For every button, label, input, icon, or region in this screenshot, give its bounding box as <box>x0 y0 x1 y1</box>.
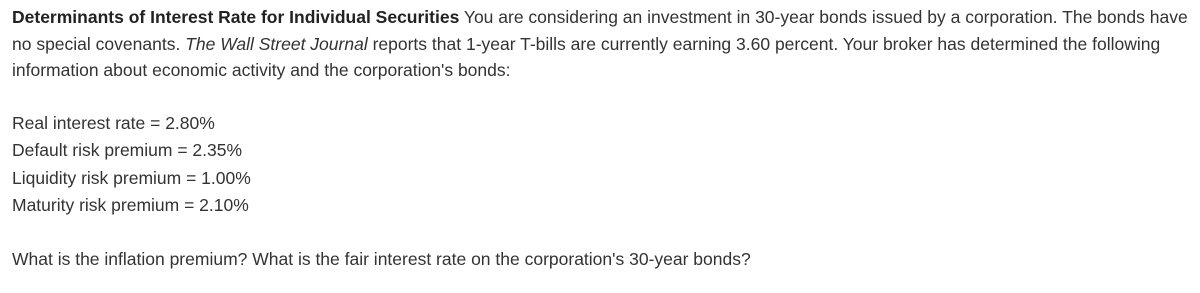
problem-title: Determinants of Interest Rate for Individual Securities <box>12 7 460 27</box>
fact-liquidity-risk-premium: Liquidity risk premium = 1.00% <box>12 167 251 188</box>
intro-text-part2: reports that 1-year T-bills are currently earning 3.60 percent. Your broker has determined the following information about economic activity and the corporation's bonds: <box>12 33 1161 80</box>
problem-intro <box>12 4 1188 84</box>
given-facts-list <box>12 110 1188 220</box>
intro-text-part1: You are considering an investment in 30-year bonds issued by a corporation. The bonds have no special covenants. <box>12 7 1188 54</box>
question-text: What is the inflation premium? What is the fair interest rate on the corporation's 30-year bonds? <box>12 248 751 269</box>
fact-maturity-risk-premium: Maturity risk premium = 2.10% <box>12 195 249 215</box>
fact-default-risk-premium: Default risk premium = 2.35% <box>12 140 243 160</box>
fact-real-interest-rate: Real interest rate = 2.80% <box>12 112 215 133</box>
journal-name: The Wall Street Journal <box>185 33 368 54</box>
